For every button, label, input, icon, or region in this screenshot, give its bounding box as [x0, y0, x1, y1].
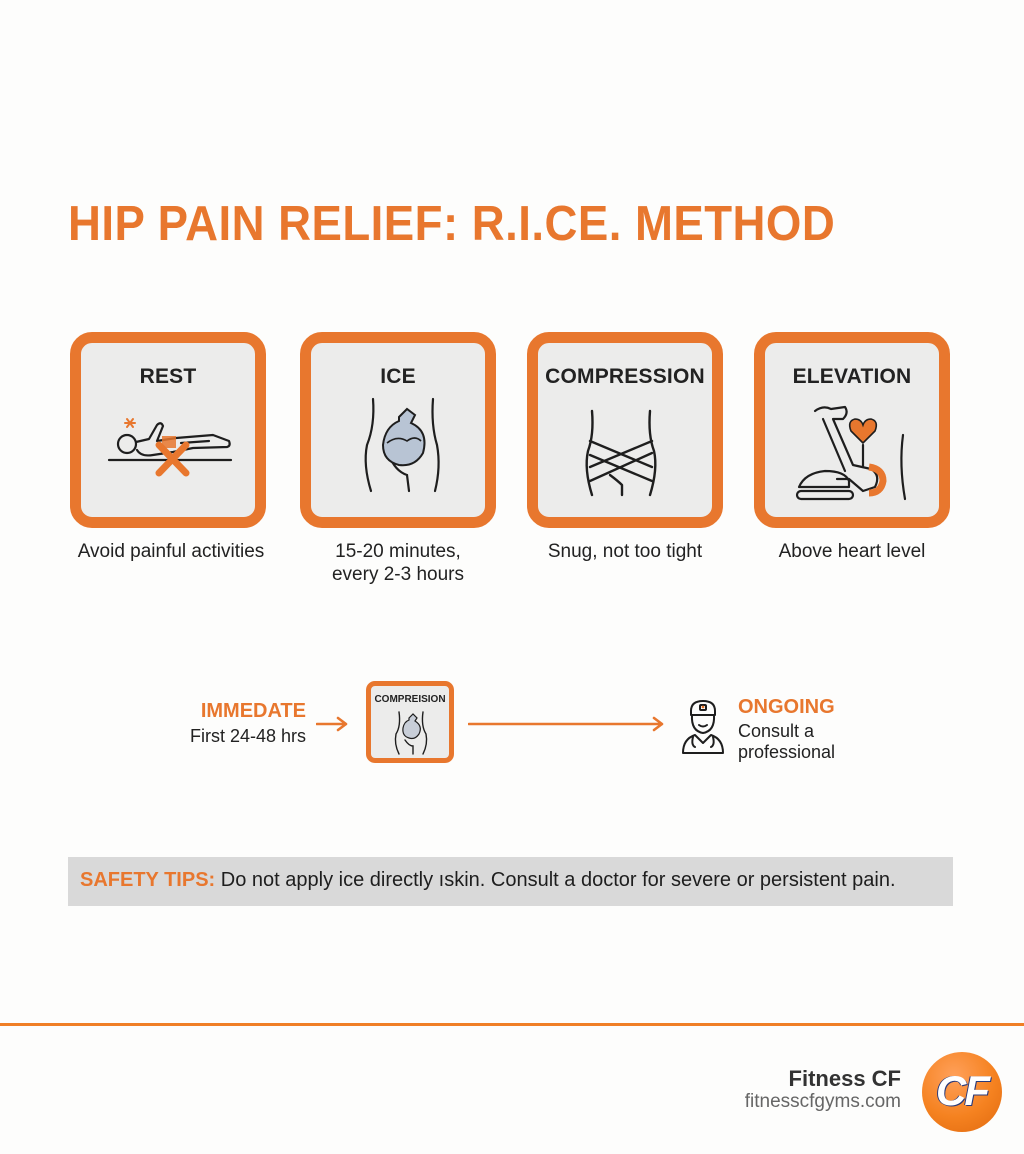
footer-divider: [0, 1023, 1024, 1026]
brand-logo: [922, 1052, 1002, 1132]
caption-line: 15-20 minutes,: [335, 541, 461, 562]
card-caption-elevation: Above heart level: [778, 541, 926, 562]
timeline-end-sub-line: Consult a: [738, 721, 815, 741]
brand-name: Fitness CF: [788, 1066, 901, 1091]
person-lying-x-icon: [81, 395, 255, 505]
timeline-compression-card: [366, 681, 454, 763]
card-compression: [527, 332, 723, 528]
arrow-right-long-icon: [468, 716, 666, 732]
safety-tips-label: SAFETY TIPS:: [80, 869, 216, 891]
timeline-start-sub: First 24-48 hrs: [189, 726, 306, 746]
card-elevation: [754, 332, 950, 528]
timeline-end-sub: [738, 721, 858, 763]
safety-tips-text: Do not apply ice directly ıskin. Consult a doctor for severe or persistent pain.: [215, 869, 896, 891]
mini-card-label: COMPREISION: [374, 694, 446, 705]
card-caption-compression: Snug, not too tight: [547, 541, 703, 562]
ice-pack-hip-icon: [311, 395, 485, 505]
ice-pack-hip-icon: [371, 708, 449, 758]
logo-text: CF: [936, 1067, 988, 1114]
card-label: ICE: [380, 365, 416, 388]
card-caption-rest: Avoid painful activities: [77, 541, 265, 562]
card-label: REST: [139, 365, 197, 388]
timeline-end-heading: ONGOING: [738, 696, 835, 718]
timeline-end: [738, 696, 858, 763]
timeline-end-sub-line: professional: [738, 742, 836, 762]
timeline-start: [186, 700, 306, 747]
timeline-start-heading: IMMEDATE: [200, 700, 306, 722]
leg-elevated-heart-icon: [765, 395, 939, 505]
arrow-right-icon: [316, 716, 350, 732]
card-caption-ice: [273, 540, 523, 586]
doctor-icon: [679, 697, 727, 755]
caption-line: every 2-3 hours: [331, 564, 464, 585]
brand-url[interactable]: fitnesscfgyms.com: [744, 1091, 901, 1112]
bandaged-hips-icon: [538, 395, 712, 505]
page-title: HIP PAIN RELIEF: R.I.CE. METHOD: [68, 197, 836, 251]
safety-tips-banner: [68, 857, 953, 906]
card-label: ELEVATION: [792, 365, 912, 388]
card-label: COMPRESSION: [545, 365, 705, 388]
card-rest: [70, 332, 266, 528]
card-ice: [300, 332, 496, 528]
